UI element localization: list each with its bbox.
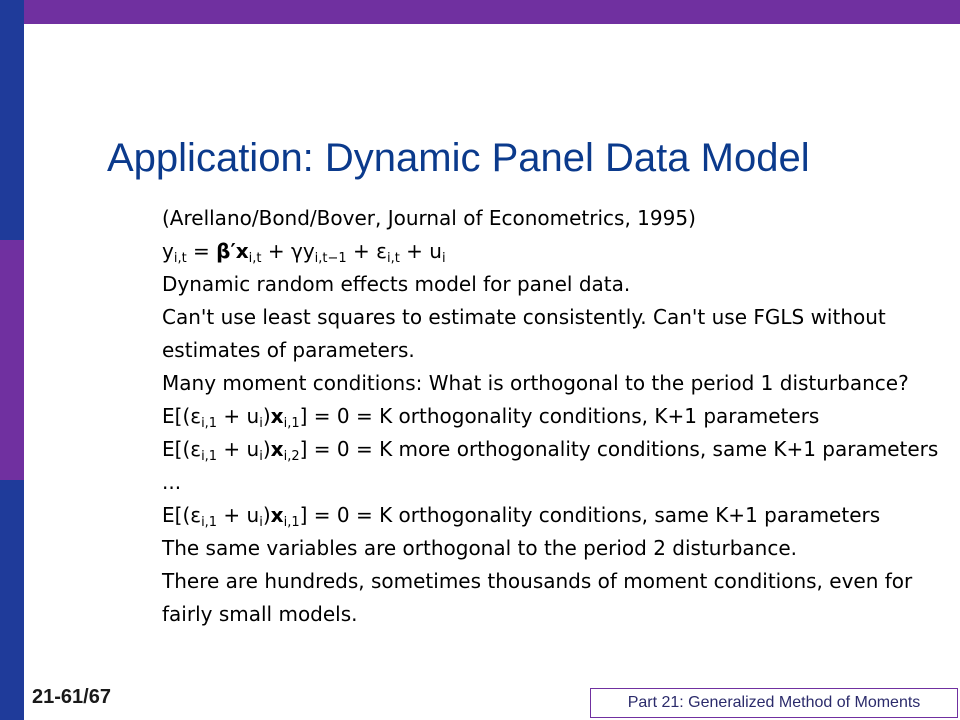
mc3-eps-sub: i,1 — [201, 515, 218, 530]
slide-title: Application: Dynamic Panel Data Model — [107, 136, 810, 180]
moment-condition-3 — [162, 499, 922, 532]
mc2-x: x — [270, 437, 284, 461]
eq-epsilon-term: + ε — [346, 239, 387, 263]
top-accent-bar — [0, 0, 960, 24]
mc3-close: ) — [262, 503, 271, 527]
mc1-close: ) — [262, 404, 271, 428]
eq-u-term: + u — [399, 239, 442, 263]
mc2-mid: + u — [217, 437, 260, 461]
mc2-post: ] = 0 = K more orthogonality conditions, same K+1 parameters — [299, 437, 939, 461]
left-accent-bar-bottom — [0, 480, 24, 720]
mc2-close: ) — [262, 437, 271, 461]
mc1-x: x — [270, 404, 284, 428]
mc1-x-sub: i,1 — [283, 416, 300, 431]
mc3-x: x — [270, 503, 284, 527]
mc3-x-sub: i,1 — [283, 515, 300, 530]
body-line-6: Many moment conditions: What is orthogonal to the period 1 disturbance? — [162, 371, 909, 395]
mc1-eps-sub: i,1 — [201, 416, 218, 431]
eq-beta: β′ — [216, 239, 236, 263]
mc2-eps-sub: i,1 — [201, 449, 218, 464]
eq-equals: = — [186, 239, 217, 263]
eq-gamma-term: + γy — [261, 239, 315, 263]
eq-x: x — [235, 239, 249, 263]
mc3-post: ] = 0 = K orthogonality conditions, same K+1 parameters — [299, 503, 881, 527]
mc3-mid: + u — [217, 503, 260, 527]
eq-u-sub: i — [441, 251, 446, 266]
slide-body — [162, 202, 939, 631]
body-line-5: estimates of parameters. — [162, 338, 415, 362]
mc2-u-sub: i — [259, 449, 263, 464]
body-line-11: The same variables are orthogonal to the period 2 disturbance. — [162, 536, 797, 560]
mc1-u-sub: i — [259, 416, 263, 431]
footer-label: Part 21: Generalized Method of Moments — [590, 688, 958, 718]
mc1-post: ] = 0 = K orthogonality conditions, K+1 parameters — [299, 404, 820, 428]
body-line-4: Can't use least squares to estimate consistently. Can't use FGLS without — [162, 305, 886, 329]
citation-line: (Arellano/Bond/Bover, Journal of Econometrics, 1995) — [162, 206, 696, 230]
mc3-u-sub: i — [259, 515, 263, 530]
eq-epsilon-sub: i,t — [386, 251, 400, 266]
eq-lag-sub: i,t−1 — [314, 251, 347, 266]
mc1-mid: + u — [217, 404, 260, 428]
eq-x-sub: i,t — [248, 251, 262, 266]
body-line-3: Dynamic random effects model for panel data. — [162, 272, 631, 296]
page-number: 21-61/67 — [32, 686, 111, 708]
body-line-12: There are hundreds, sometimes thousands of moment conditions, even for — [162, 569, 913, 593]
ellipsis-line: ... — [162, 470, 182, 494]
model-equation — [162, 235, 922, 268]
body-line-13: fairly small models. — [162, 602, 358, 626]
mc3-pre: E[(ε — [162, 503, 202, 527]
left-accent-bar-middle — [0, 240, 24, 480]
moment-condition-2 — [162, 433, 939, 466]
left-accent-bar-top — [0, 0, 24, 240]
mc2-x-sub: i,2 — [283, 449, 300, 464]
mc2-pre: E[(ε — [162, 437, 202, 461]
mc1-pre: E[(ε — [162, 404, 202, 428]
moment-condition-1 — [162, 400, 922, 433]
eq-y: y — [162, 239, 174, 263]
eq-y-sub: i,t — [173, 251, 187, 266]
